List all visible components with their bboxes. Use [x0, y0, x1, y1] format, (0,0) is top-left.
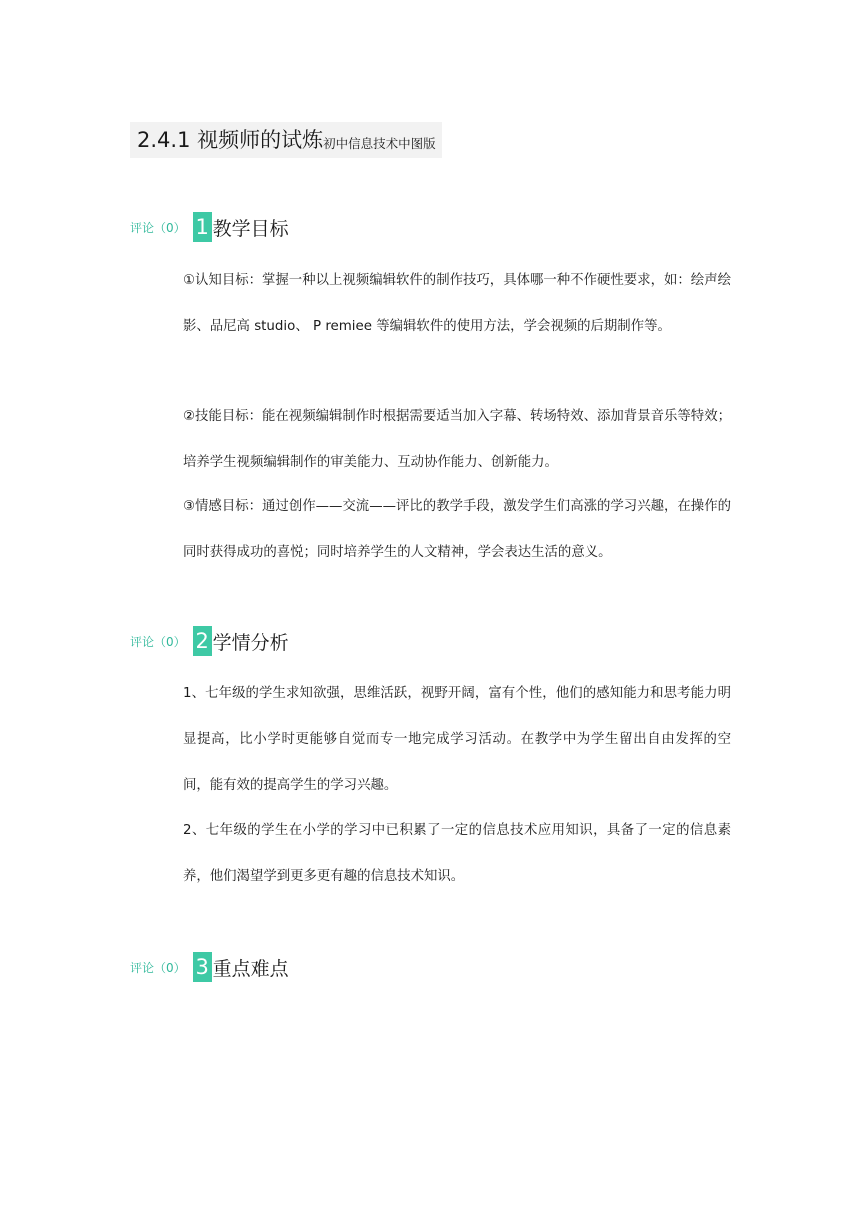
section-title: 学情分析: [212, 631, 289, 654]
comment-link[interactable]: 评论（0）: [130, 634, 186, 649]
comment-link[interactable]: 评论（0）: [130, 960, 186, 975]
paragraph: ①认知目标：掌握一种以上视频编辑软件的制作技巧，具体哪一种不作硬性要求，如：绘声绘影、品尼高 studio、 P remiee 等编辑软件的使用方法，学会视频的后期制作等。: [183, 273, 731, 334]
paragraph: ③情感目标：通过创作——交流——评比的教学手段，激发学生们高涨的学习兴趣，在操作的同时获得成功的喜悦；同时培养学生的人文精神，学会表达生活的意义。: [183, 499, 731, 560]
paragraph: ②技能目标：能在视频编辑制作时根据需要适当加入字幕、转场特效、添加背景音乐等特效；培养学生视频编辑制作的审美能力、互动协作能力、创新能力。: [183, 409, 731, 470]
section-number-badge: 1: [193, 212, 212, 242]
section-number-badge: 3: [193, 952, 212, 982]
paragraph: 1、七年级的学生求知欲强，思维活跃，视野开阔，富有个性，他们的感知能力和思考能力明显提高，比小学时更能够自觉而专一地完成学习活动。在教学中为学生留出自由发挥的空间，能有效的提高学生的学习兴趣。: [183, 686, 731, 793]
comment-link[interactable]: 评论（0）: [130, 220, 186, 235]
section-title: 重点难点: [212, 957, 289, 980]
section-header-teaching-goals: [130, 212, 289, 242]
page-title-main: 2.4.1 视频师的试炼: [137, 128, 324, 152]
page-title-subtitle: 初中信息技术中图版: [323, 136, 436, 151]
section-number-badge: 2: [193, 626, 212, 656]
section-header-key-points: [130, 952, 289, 982]
section-title: 教学目标: [212, 217, 289, 240]
page-title: [130, 122, 442, 158]
paragraph: 2、七年级的学生在小学的学习中已积累了一定的信息技术应用知识，具备了一定的信息素养，他们渴望学到更多更有趣的信息技术知识。: [183, 823, 731, 884]
section-header-student-analysis: [130, 626, 289, 656]
